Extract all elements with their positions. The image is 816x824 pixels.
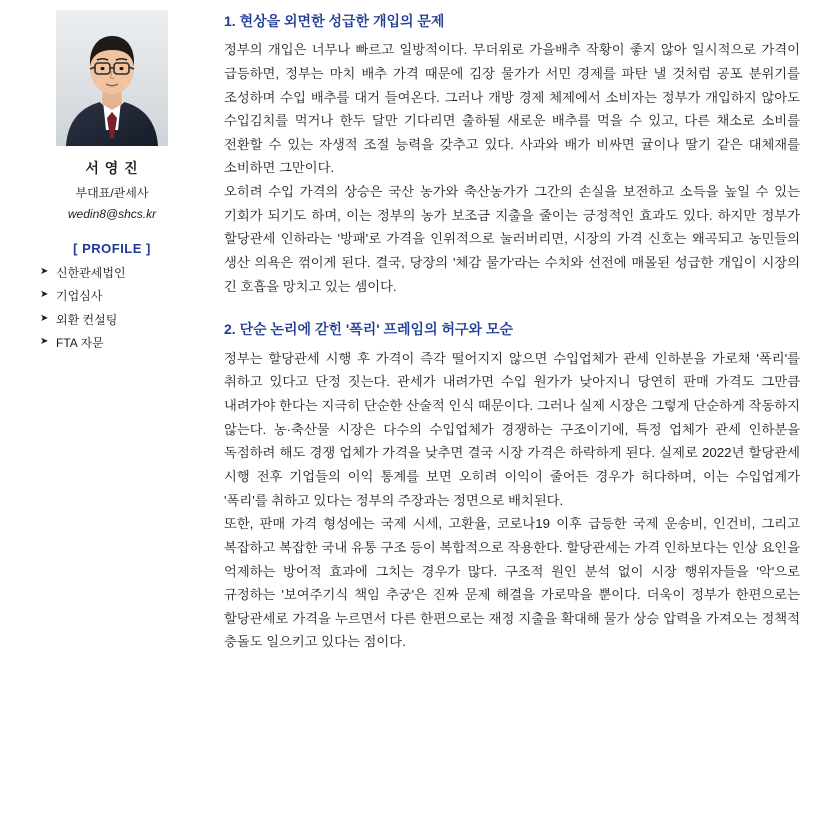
chevron-right-icon: ➤ (40, 289, 49, 301)
section-title-2: 2. 단순 논리에 갇힌 '폭리' 프레임의 허구와 모순 (224, 321, 513, 338)
article-body (212, 4, 804, 824)
profile-list (22, 266, 202, 351)
list-item (40, 266, 202, 280)
profile-sidebar (12, 4, 212, 824)
section-2-paragraph-2: 또한, 판매 가격 형성에는 국제 시세, 고환율, 코로나19 이후 급등한 국제 운송비, 인건비, 그리고 복잡하고 복잡한 국내 유통 구조 등이 복합적으로 작용한다. 할당관세는 가격 인하보다는 인상 요인을 억제하는 방어적 효과에 그치는 경우가 많다. 구조적 원인 분석 없이 시장 행위자들을 '악'으로 규정하는 '보여주기식 책임 추궁'은 진짜 문제 해결을 가로막을 뿐이다. 더욱이 정부가 한편으로는 할당관세로 가격을 누르면서 다른 한편으로는 재정 지출을 확대해 물가 상승 압력을 가져오는 정책적 충돌도 일으키고 있다는 점이다. (224, 516, 800, 650)
list-item-label: 신한관세법인 (56, 266, 126, 280)
chevron-right-icon: ➤ (40, 312, 49, 324)
profile-email: wedin8@shcs.kr (67, 207, 157, 221)
list-item (40, 289, 202, 303)
profile-name: 서 영 진 (85, 160, 139, 176)
list-item (40, 313, 202, 327)
chevron-right-icon: ➤ (40, 336, 49, 348)
profile-role: 부대표/관세사 (75, 186, 149, 200)
section-2-paragraph-1: 정부는 할당관세 시행 후 가격이 즉각 떨어지지 않으면 수입업체가 관세 인하분을 가로채 '폭리'를 취하고 있다고 단정 짓는다. 관세가 내려가면 수입 원가가 낮아지니 당연히 판매 가격도 그만큼 내려가야 한다는 지극히 단순한 산술적 인식 때문이다. 그러나 실제 시장은 그렇게 단순하게 작동하지 않는다. 농·축산물 시장은 다수의 수입업체가 경쟁하는 구조이기에, 특정 업체가 관세 인하분을 독점하려 해도 경쟁 업체가 가격을 낮추면 결국 시장 가격은 하락하게 된다. 실제로 2022년 할당관세 시행 전후 기업들의 이익 통계를 보면 오히려 이익이 줄어든 경우가 허다하며, 이는 수입업계가 '폭리'를 취하고 있다는 정부의 주장과는 정면으로 배치된다. (224, 350, 800, 508)
section-1-paragraph-2: 오히려 수입 가격의 상승은 국산 농가와 축산농가가 그간의 손실을 보전하고 소득을 높일 수 있는 기회가 되기도 하며, 이는 정부의 농가 보조금 지출을 줄이는 긍정적인 효과도 있다. 하지만 정부가 할당관세 인하라는 '방패'로 가격을 인위적으로 눌러버리면, 시장의 가격 신호는 왜곡되고 농민들의 생산 의욕은 꺾이게 된다. 결국, 당장의 '체감 물가'라는 수치와 선전에 매몰된 성급한 개입이 시장의 긴 호흡을 망치고 있는 셈이다. (224, 184, 800, 294)
section-1-paragraph-1: 정부의 개입은 너무나 빠르고 일방적이다. 무더위로 가을배추 작황이 좋지 않아 일시적으로 가격이 급등하면, 정부는 마치 배추 가격 때문에 김장 물가가 서민 경제를 파탄 낼 것처럼 공포 분위기를 조성하며 수입 배추를 대거 들여온다. 그러나 개방 경제 체제에서 소비자는 정부가 개입하지 않아도 수입김치를 먹거나 한두 달만 기다리면 출하될 새로운 배추를 먹을 수 있고, 다른 채소로 소비를 전환할 수 있는 자생적 조절 능력을 갖추고 있다. 사과와 배가 비싸면 귤이나 딸기 같은 대체재를 소비하면 그만이다. (224, 42, 800, 176)
chevron-right-icon: ➤ (40, 266, 49, 277)
profile-section-heading: [ PROFILE ] (73, 241, 151, 256)
list-item-label: 외환 컨설팅 (56, 312, 118, 327)
list-item-label: FTA 자문 (56, 336, 104, 351)
avatar (56, 10, 168, 146)
portrait-photo-icon (56, 10, 168, 146)
list-item (40, 336, 202, 350)
section-title-1: 1. 현상을 외면한 성급한 개입의 문제 (224, 13, 445, 29)
list-item-label: 기업심사 (56, 289, 103, 304)
